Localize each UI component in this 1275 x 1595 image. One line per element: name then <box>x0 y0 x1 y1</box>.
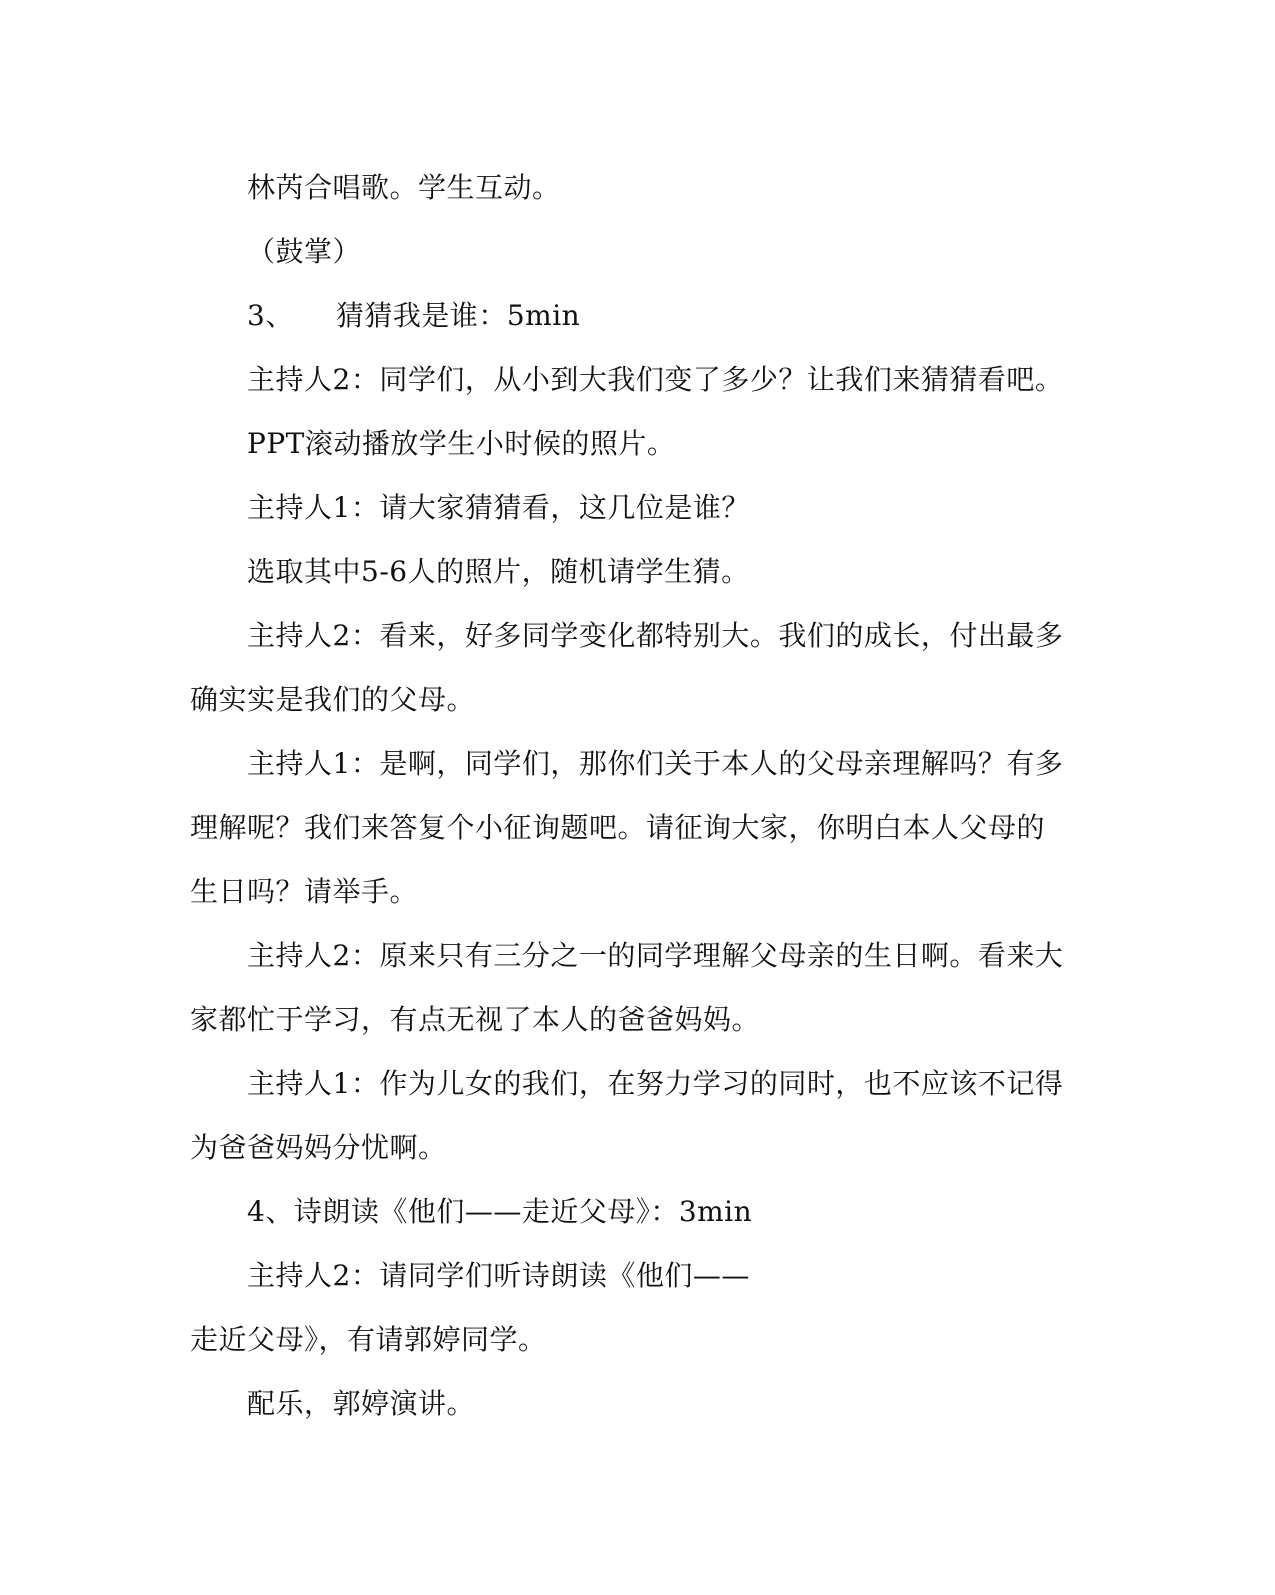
paragraph-line: （鼓掌） <box>247 235 362 268</box>
paragraph-line: 林芮合唱歌。学生互动。 <box>247 171 561 204</box>
document-body <box>190 156 1070 1436</box>
paragraph-line: 主持人2：同学们，从小到大我们变了多少？让我们来猜猜看吧。 <box>247 363 1064 396</box>
paragraph-line: 家都忙于学习，有点无视了本人的爸爸妈妈。 <box>190 1003 761 1036</box>
paragraph-line: 理解呢？我们来答复个小征询题吧。请征询大家，你明白本人父母的 <box>190 811 1046 844</box>
paragraph-line: 主持人1：作为儿女的我们，在努力学习的同时，也不应该不记得 <box>247 1067 1064 1100</box>
section-title: 猜猜我是谁：5min <box>335 299 581 332</box>
section-number: 3、 <box>247 299 294 332</box>
section-heading: 4、诗朗读《他们——走近父母》：3min <box>247 1195 753 1228</box>
paragraph-line: 走近父母》，有请郭婷同学。 <box>190 1323 547 1356</box>
paragraph-line: 为爸爸妈妈分忧啊。 <box>190 1131 447 1164</box>
section-heading <box>190 284 1070 348</box>
paragraph-line: 主持人1：请大家猜猜看，这几位是谁？ <box>247 491 750 524</box>
paragraph-line: 确实实是我们的父母。 <box>190 683 476 716</box>
paragraph-line: 选取其中5-6人的照片，随机请学生猜。 <box>247 555 750 588</box>
paragraph-line: 主持人2：请同学们听诗朗读《他们—— <box>247 1259 750 1292</box>
paragraph-line: 配乐，郭婷演讲。 <box>247 1387 476 1420</box>
paragraph-line: 主持人2：看来，好多同学变化都特别大。我们的成长，付出最多 <box>247 619 1064 652</box>
paragraph-line: 生日吗？请举手。 <box>190 875 419 908</box>
paragraph-line: 主持人1：是啊，同学们，那你们关于本人的父母亲理解吗？有多 <box>247 747 1064 780</box>
paragraph-line: PPT滚动播放学生小时候的照片。 <box>247 427 676 460</box>
paragraph-line: 主持人2：原来只有三分之一的同学理解父母亲的生日啊。看来大 <box>247 939 1064 972</box>
